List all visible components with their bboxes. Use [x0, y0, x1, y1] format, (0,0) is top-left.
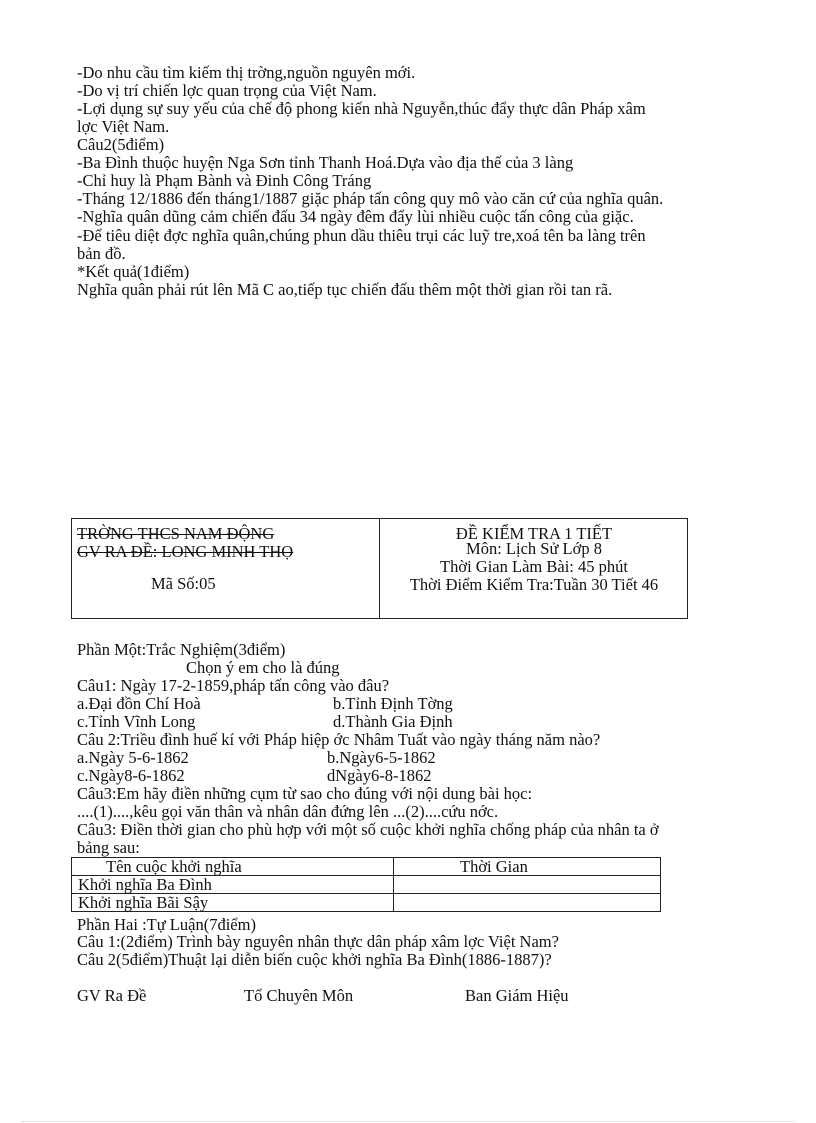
- page-bottom-rule: [22, 1121, 794, 1122]
- answer-line: -Do vị trí chiến lợc quan trọng của Việt Nam.: [77, 81, 377, 100]
- question-3: Câu3:Em hãy điền những cụm từ sao cho đúng với nội dung bài học:: [77, 784, 533, 803]
- question-3-text: ....(1)....,kêu gọi văn thân và nhân dân đứng lên ...(2)....cứu nớc.: [77, 802, 499, 821]
- essay-question-2: Câu 2(5điểm)Thuật lại diễn biến cuộc khởi nghĩa Ba Đình(1886-1887)?: [77, 950, 552, 969]
- exam-title: ĐỀ KIỂM TRA 1 TIẾT: [455, 524, 613, 543]
- part1-instruction: Chọn ý em cho là đúng: [186, 658, 340, 677]
- answer-line: -Nghĩa quân dũng cảm chiến đấu 34 ngày đêm đẩy lùi nhiều cuộc tấn công của giặc.: [77, 207, 634, 226]
- q2-option-c: c.Ngày8-6-1862: [77, 766, 185, 785]
- question-2: Câu 2:Triều đình huế kí với Pháp hiệp ớc Nhâm Tuất vào ngày tháng năm nào?: [77, 730, 601, 749]
- essay-question-1: Câu 1:(2điểm) Trình bày nguyên nhân thực dân pháp xâm lợc Việt Nam?: [77, 932, 559, 951]
- table-cell: Khởi nghĩa Ba Đình: [72, 876, 394, 894]
- answer-line: lợc Việt Nam.: [77, 117, 170, 136]
- answer-line: -Ba Đình thuộc huyện Nga Sơn tỉnh Thanh Hoá.Dựa vào địa thế của 3 làng: [77, 153, 574, 172]
- uprising-table: [71, 857, 661, 912]
- answer-line: Nghĩa quân phải rút lên Mã C ao,tiếp tục chiến đấu thêm một thời gian rồi tan rã.: [77, 280, 613, 299]
- part1-title: Phần Một:Trắc Nghiệm(3điểm): [77, 640, 286, 659]
- exam-duration: Thời Gian Làm Bài: 45 phút: [440, 557, 628, 576]
- table-row: [72, 876, 661, 894]
- answer-heading: *Kết quả(1điểm): [77, 262, 190, 281]
- q1-option-d: d.Thành Gia Định: [333, 712, 453, 731]
- table-header-row: [72, 858, 661, 876]
- part2-title: Phần Hai :Tự Luận(7điểm): [77, 915, 256, 934]
- question-4-cont: bảng sau:: [77, 838, 140, 857]
- answer-line: -Do nhu cầu tìm kiếm thị trờng,nguồn nguyên mới.: [77, 63, 416, 82]
- answer-line: bản đồ.: [77, 244, 126, 263]
- question-4: Câu3: Điền thời gian cho phù hợp với một số cuộc khởi nghĩa chống pháp của nhân ta ở: [77, 820, 659, 839]
- answer-line: -Tháng 12/1886 đến tháng1/1887 giặc pháp tấn công quy mô vào căn cứ của nghĩa quân.: [77, 189, 664, 208]
- signature-department: Tổ Chuyên Môn: [244, 986, 354, 1005]
- table-row: [72, 894, 661, 912]
- school-name: TRỜNG THCS NAM ĐỘNG: [77, 524, 275, 543]
- q1-option-c: c.Tỉnh Vĩnh Long: [77, 712, 196, 731]
- table-header-cell: Thời Gian: [394, 858, 661, 876]
- q1-option-b: b.Tỉnh Định Tờng: [333, 694, 453, 713]
- signature-board: Ban Giám Hiệu: [465, 986, 569, 1005]
- table-cell-empty[interactable]: [394, 894, 661, 912]
- table-header-cell: Tên cuộc khởi nghĩa: [72, 858, 394, 876]
- answer-line: -Chỉ huy là Phạm Bành và Đinh Công Tráng: [77, 171, 372, 190]
- exam-code: Mã Số:05: [151, 574, 216, 593]
- answer-heading: Câu2(5điểm): [77, 135, 165, 154]
- exam-time: Thời Điểm Kiểm Tra:Tuần 30 Tiết 46: [409, 575, 659, 594]
- q2-option-d: dNgày6-8-1862: [327, 766, 432, 785]
- q2-option-a: a.Ngày 5-6-1862: [77, 748, 189, 767]
- exam-subject: Môn: Lịch Sử Lớp 8: [466, 539, 602, 558]
- q2-option-b: b.Ngày6-5-1862: [327, 748, 436, 767]
- answer-line: -Để tiêu diệt đợc nghĩa quân,chúng phun dầu thiêu trụi các luỹ tre,xoá tên ba làng trên: [77, 226, 646, 245]
- table-cell-empty[interactable]: [394, 876, 661, 894]
- answer-line: -Lợi dụng sự suy yếu của chế độ phong kiến nhà Nguyễn,thúc đẩy thực dân Pháp xâm: [77, 99, 646, 118]
- table-cell: Khởi nghĩa Bãi Sậy: [72, 894, 394, 912]
- question-1: Câu1: Ngày 17-2-1859,pháp tấn công vào đâu?: [77, 676, 390, 695]
- teacher-name: GV RA ĐỀ: LONG MINH THỌ: [77, 542, 294, 561]
- q1-option-a: a.Đại đồn Chí Hoà: [77, 694, 201, 713]
- signature-teacher: GV Ra Đề: [77, 986, 147, 1005]
